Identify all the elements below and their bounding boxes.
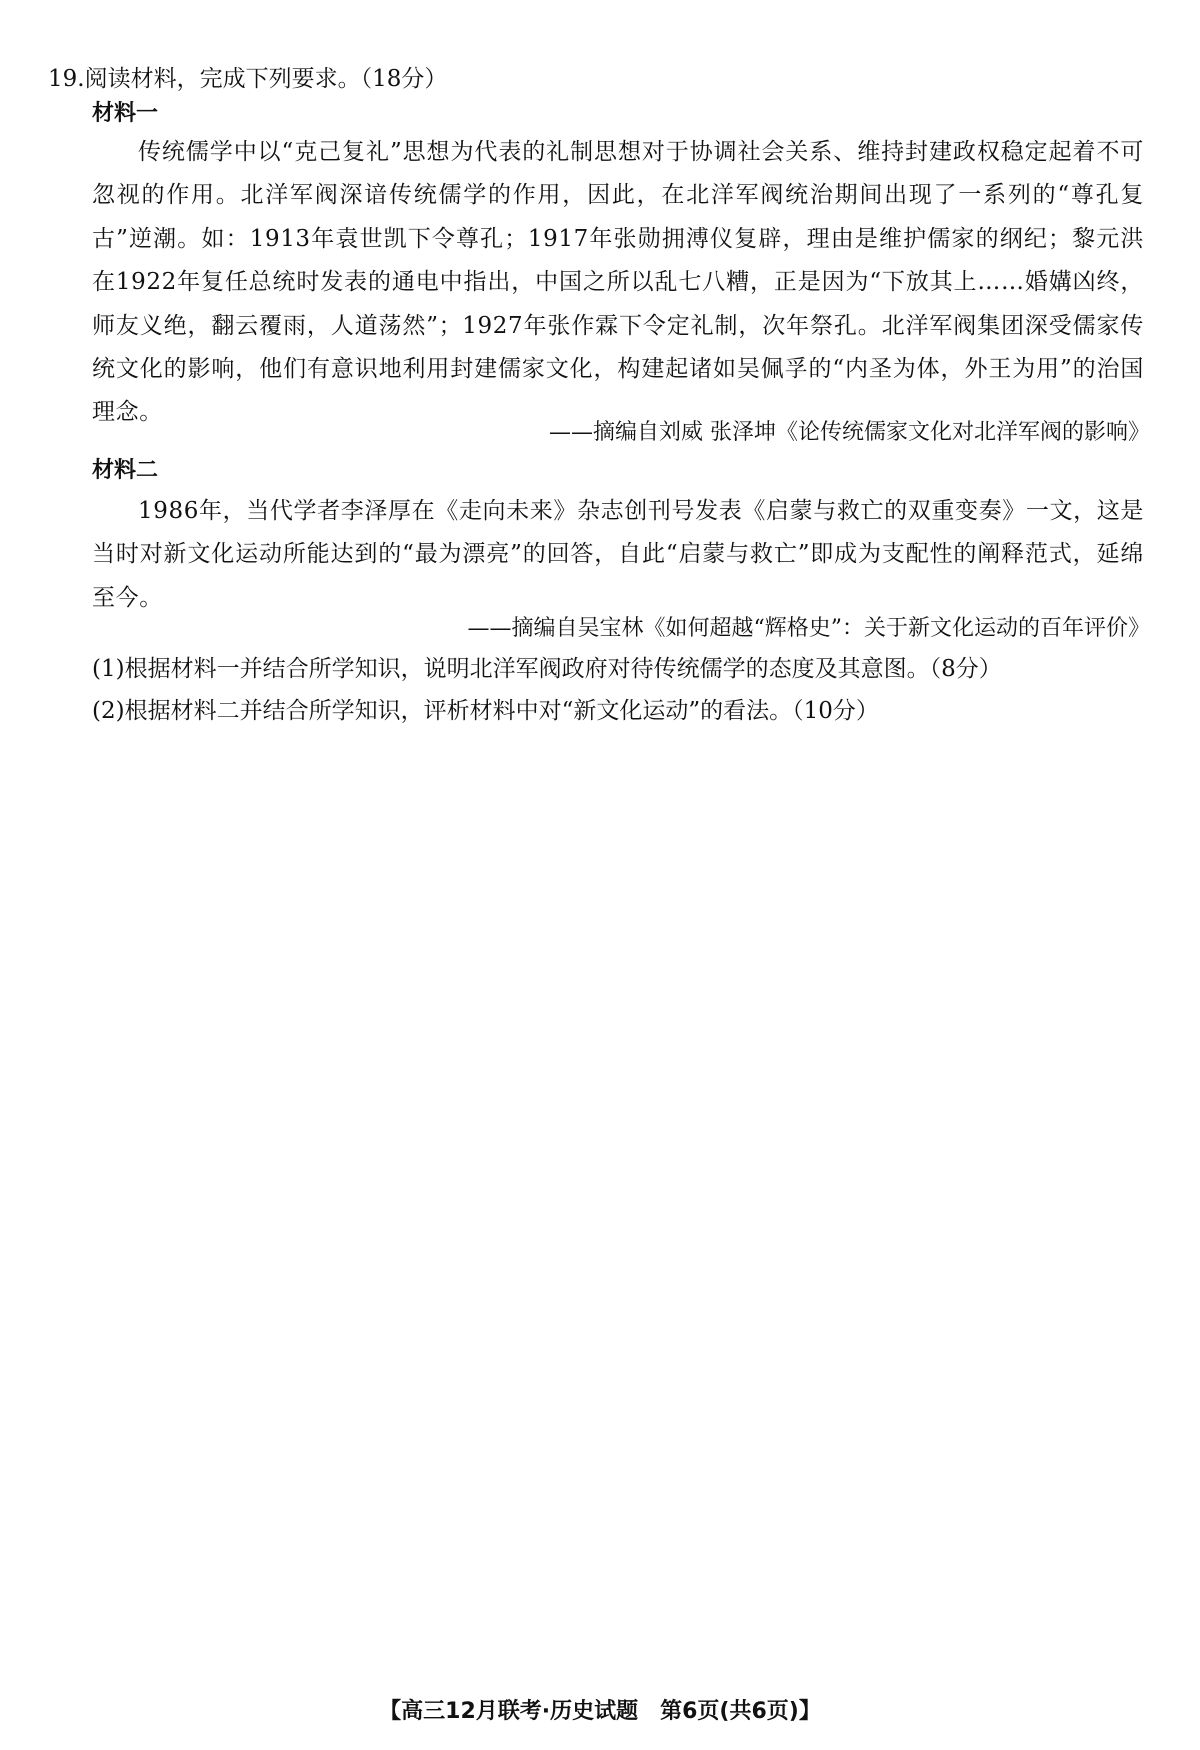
- material-2-text: 1986年，当代学者李泽厚在《走向未来》杂志创刊号发表《启蒙与救亡的双重变奏》一文，这是当时对新文化运动所能达到的“最为漂亮”的回答，自此“启蒙与救亡”即成为支配性的阐释范式，延绵至今。: [92, 498, 1144, 611]
- material-1-title: 材料一: [92, 101, 159, 126]
- material-2-title: 材料二: [92, 458, 159, 483]
- material-1-source: ——摘编自刘威 张泽坤《论传统儒家文化对北洋军阀的影响》: [549, 420, 1150, 445]
- material-2-source: ——摘编自吴宝林《如何超越“辉格史”：关于新文化运动的百年评价》: [467, 616, 1150, 641]
- sub-question-2: (2)根据材料二并结合所学知识，评析材料中对“新文化运动”的看法。（10分）: [92, 698, 879, 724]
- page-footer: 【高三12月联考·历史试题 第6页(共6页)】: [379, 1699, 821, 1724]
- material-1-text: 传统儒学中以“克己复礼”思想为代表的礼制思想对于协调社会关系、维持封建政权稳定起着不可忽视的作用。北洋军阀深谙传统儒学的作用，因此，在北洋军阀统治期间出现了一系列的“尊孔复古”逆潮。如：1913年袁世凯下令尊孔；1917年张勋拥溥仪复辟，理由是维护儒家的纲纪；黎元洪在1922年复任总统时发表的通电中指出，中国之所以乱七八糟，正是因为“下放其上……婚媾凶终，师友义绝，翻云覆雨，人道荡然”；1927年张作霖下令定礼制，次年祭孔。北洋军阀集团深受儒家传统文化的影响，他们有意识地利用封建儒家文化，构建起诸如吴佩孚的“内圣为体，外王为用”的治国理念。: [92, 139, 1144, 426]
- question-header: 19.阅读材料，完成下列要求。（18分）: [48, 66, 448, 92]
- sub-question-1: (1)根据材料一并结合所学知识，说明北洋军阀政府对待传统儒学的态度及其意图。（8分）: [92, 656, 1002, 682]
